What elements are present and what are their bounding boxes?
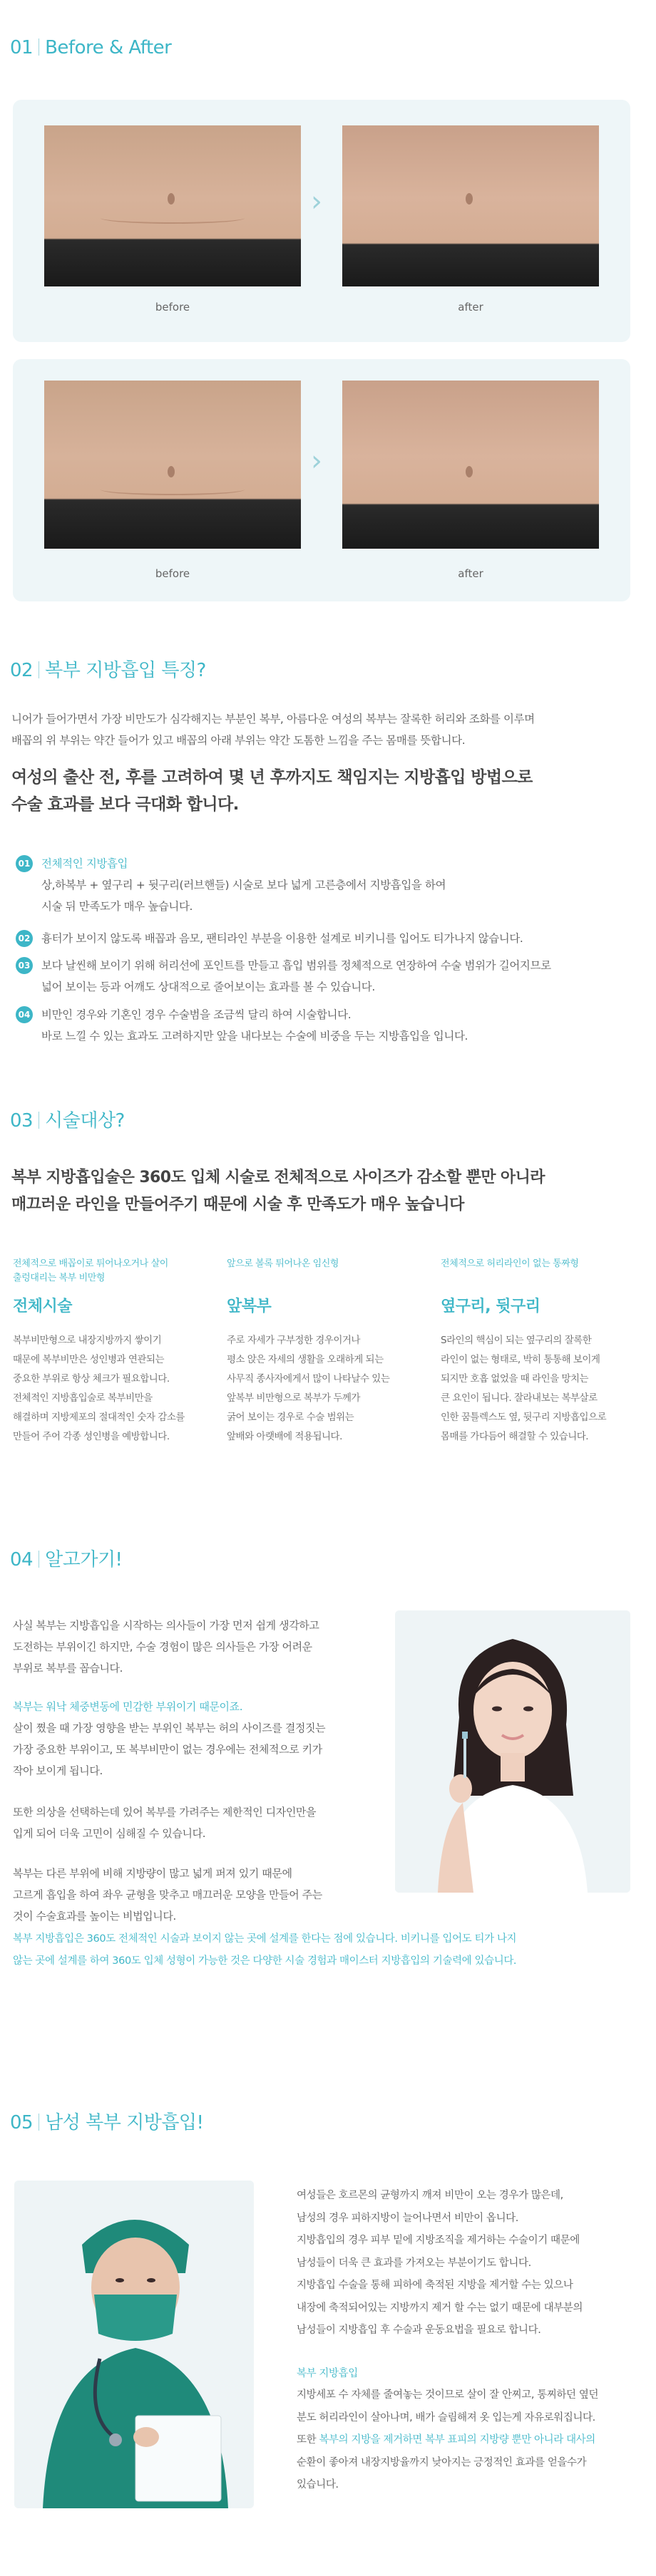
sec4-para-3: 또한 의상을 선택하는데 있어 복부를 가려주는 제한적인 디자인만을 입게 되어 더욱 고민이 심해질 수 있습니다. [13,1806,317,1840]
section-04-title: 04 알고가기! [10,1549,123,1571]
col-2-title: 앞복부 [227,1298,272,1315]
sec4-para-4: 복부는 다른 부위에 비해 지방량이 많고 넓게 퍼져 있기 때문에 고르게 흡입을 하여 좌우 균형을 맞추고 매끄러운 모양을 만들어 주는 것이 수술효과를 높이는 비법입니다. [13,1867,322,1923]
badge-04: 04 [16,1006,33,1023]
section-05-title: 05 남성 복부 지방흡입! [10,2112,204,2133]
col-1-body: 복부비만형으로 내장지방까지 쌓이기 때문에 복부비만은 성인병과 연관되는 중요한 부위로 항상 체크가 필요합니다. 전체적인 지방흡입술로 복부비만을 해결하며 지방제포의 절대적인 숫자 감소를 만들어 주어 각종 성인병을 예방합니다. [13,1335,185,1442]
before-caption: before [155,567,190,580]
sec2-intro: 니어가 들어가면서 가장 비만도가 심각해지는 부분인 복부, 아름다운 여성의 복부는 잘록한 허리와 조화를 이루며 배꼽의 위 부위는 약간 들어가 있고 배꼽의 아래 부위는 약간 도톰한 느낌을 주는 몸매를 뜻합니다. [11,713,535,747]
sec3-headline: 복부 지방흡입술은 360도 입체 시술로 전체적으로 사이즈가 감소할 뿐만 아니라 매끄러운 라인을 만들어주기 때문에 시술 후 만족도가 매우 높습니다 [11,1169,545,1214]
after-caption: after [458,301,483,314]
chevron-right-icon: › [311,445,322,477]
col-2-body: 주로 자세가 구부정한 경우이거나 평소 앉은 자세의 생활을 오래하게 되는 사무직 종사자에게서 많이 나타날수 있는 앞복부 비만형으로 복부가 두께가 굵어 보이는 경우로 수술 범위는 앞배와 아랫배에 적용됩니다. [227,1335,390,1442]
sec5-subhead: 복부 지방흡입 [297,2368,358,2379]
item-01-title: 전체적인 지방흡입 [41,857,128,870]
after-caption: after [458,567,483,580]
col-2-head: 앞으로 볼록 튀어나온 임신형 [227,1258,339,1269]
section-02-title: 02 복부 지방흡입 특징? [10,660,206,681]
before-photo [44,125,301,286]
after-photo [342,381,599,549]
item-04-text: 비만인 경우와 기혼인 경우 수술범을 조금씩 달리 하여 시술합니다. 바로 느낄 수 있는 효과도 고려하지만 앞을 내다보는 수술에 비중을 두는 지방흡입을 입니다. [41,1008,468,1043]
sec5-para-1: 여성들은 호르몬의 균형까지 깨져 비만이 오는 경우가 많은데, 남성의 경우 피하지방이 늘어나면서 비만이 옵니다. 지방흡입의 경우 피부 밑에 지방조직을 제거하는 수술이기 때문에 남성들이 더욱 큰 효과를 가져오는 부분이기도 합니다. 지방흡입 수술을 통해 피하에 축적된 지방을 제거할 수는 있으나 내장에 축적되어있는 지방까지 제거 할 수는 없기 때문에 대부분의 남성들이 지방흡입 후 수술과 운동요법을 필요로 합니다. [297,2190,583,2336]
sec4-para-1: 사실 복부는 지방흡입을 시작하는 의사들이 가장 먼저 쉽게 생각하고 도전하는 부위이긴 하지만, 수술 경험이 많은 의사들은 가장 어려운 부위로 복부를 꼽습니다. [13,1619,319,1675]
badge-01: 01 [16,855,33,872]
sec4-para-2: 복부는 워낙 체중변동에 민감한 부위이기 때문이죠. 살이 쪘을 때 가장 영향을 받는 부위인 복부는 허의 사이즈를 결정짓는 가장 중요한 부위이고, 또 복부비만이 없는 경우에는 전체적으로 키가 작아 보이게 됩니다. [13,1700,326,1777]
sec2-headline: 여성의 출산 전, 후를 고려하여 몇 년 후까지도 책임지는 지방흡입 방법으로 수술 효과를 보다 극대화 합니다. [11,768,533,814]
badge-02: 02 [16,930,33,947]
surgeon-image [14,2181,254,2508]
before-after-panel-1 [13,100,630,342]
section-01-title: 01 Before & After [10,37,172,58]
before-caption: before [155,301,190,314]
col-1-title: 전체시술 [13,1298,73,1315]
badge-03: 03 [16,957,33,974]
model-woman-image [395,1610,630,1893]
col-3-body: S라인의 핵심이 되는 옆구리의 잘록한 라인이 없는 형태로, 박히 통통해 보이게 되지만 호흡 없었을 때 라인을 망치는 큰 요인이 됩니다. 잘라내보는 복부살로 인한 꿈틀렉스도 옆, 뒷구리 지방흡입으로 몸매를 가다듬어 해결할 수 있습니다. [441,1335,607,1442]
section-03-title: 03 시술대상? [10,1110,125,1132]
col-1-head: 전체적으로 배꼽이로 튀어나오거나 살이 출렁대리는 복부 비만형 [13,1258,168,1283]
before-photo [44,381,301,549]
chevron-right-icon: › [311,185,322,218]
sec5-para-2: 지방세포 수 자체를 줄여놓는 것이므로 살이 잘 안찌고, 통찌하던 옆던 분도 허리라인이 살아나며, 배가 슬림해져 옷 입는게 자유로워집니다. 또한 복부의 지방을 제거하면 복부 표피의 지방량 뿐만 아니라 대사의 순환이 좋아져 내장지방율까지 낮아지는 긍정적인 효과를 얻을수가 있습니다. [297,2389,599,2490]
item-02-text: 흉터가 보이지 않도록 배꼽과 음모, 팬티라인 부분을 이용한 설계로 비키니를 입어도 티가나지 않습니다. [41,932,523,945]
item-01-text: 상,하복부 + 옆구리 + 뒷구리(러브핸들) 시술로 보다 넓게 고른층에서 지방흡입을 하여 시술 뒤 만족도가 매우 높습니다. [41,879,446,913]
item-03-text: 보다 날씬해 보이기 위해 허리선에 포인트를 만들고 흡입 범위를 정체적으로 연장하여 수술 범위가 길어지므로 넓어 보이는 등과 어깨도 상대적으로 줄어보이는 효과를 볼 수 있습니다. [41,959,551,993]
sec4-bottom-note: 복부 지방흡입은 360도 전체적인 시술과 보이지 않는 곳에 설계를 한다는 점에 있습니다. 비키니를 입어도 티가 나지 않는 곳에 설계를 하여 360도 입체 성형이 가능한 것은 다양한 시술 경험과 매이스터 지방흡입의 기술력에 있습니다. [13,1933,517,1967]
before-after-panel-2 [13,359,630,601]
col-3-head: 전체적으로 허리라인이 없는 통짜형 [441,1258,579,1269]
col-3-title: 옆구리, 뒷구리 [441,1298,540,1315]
after-photo [342,125,599,286]
